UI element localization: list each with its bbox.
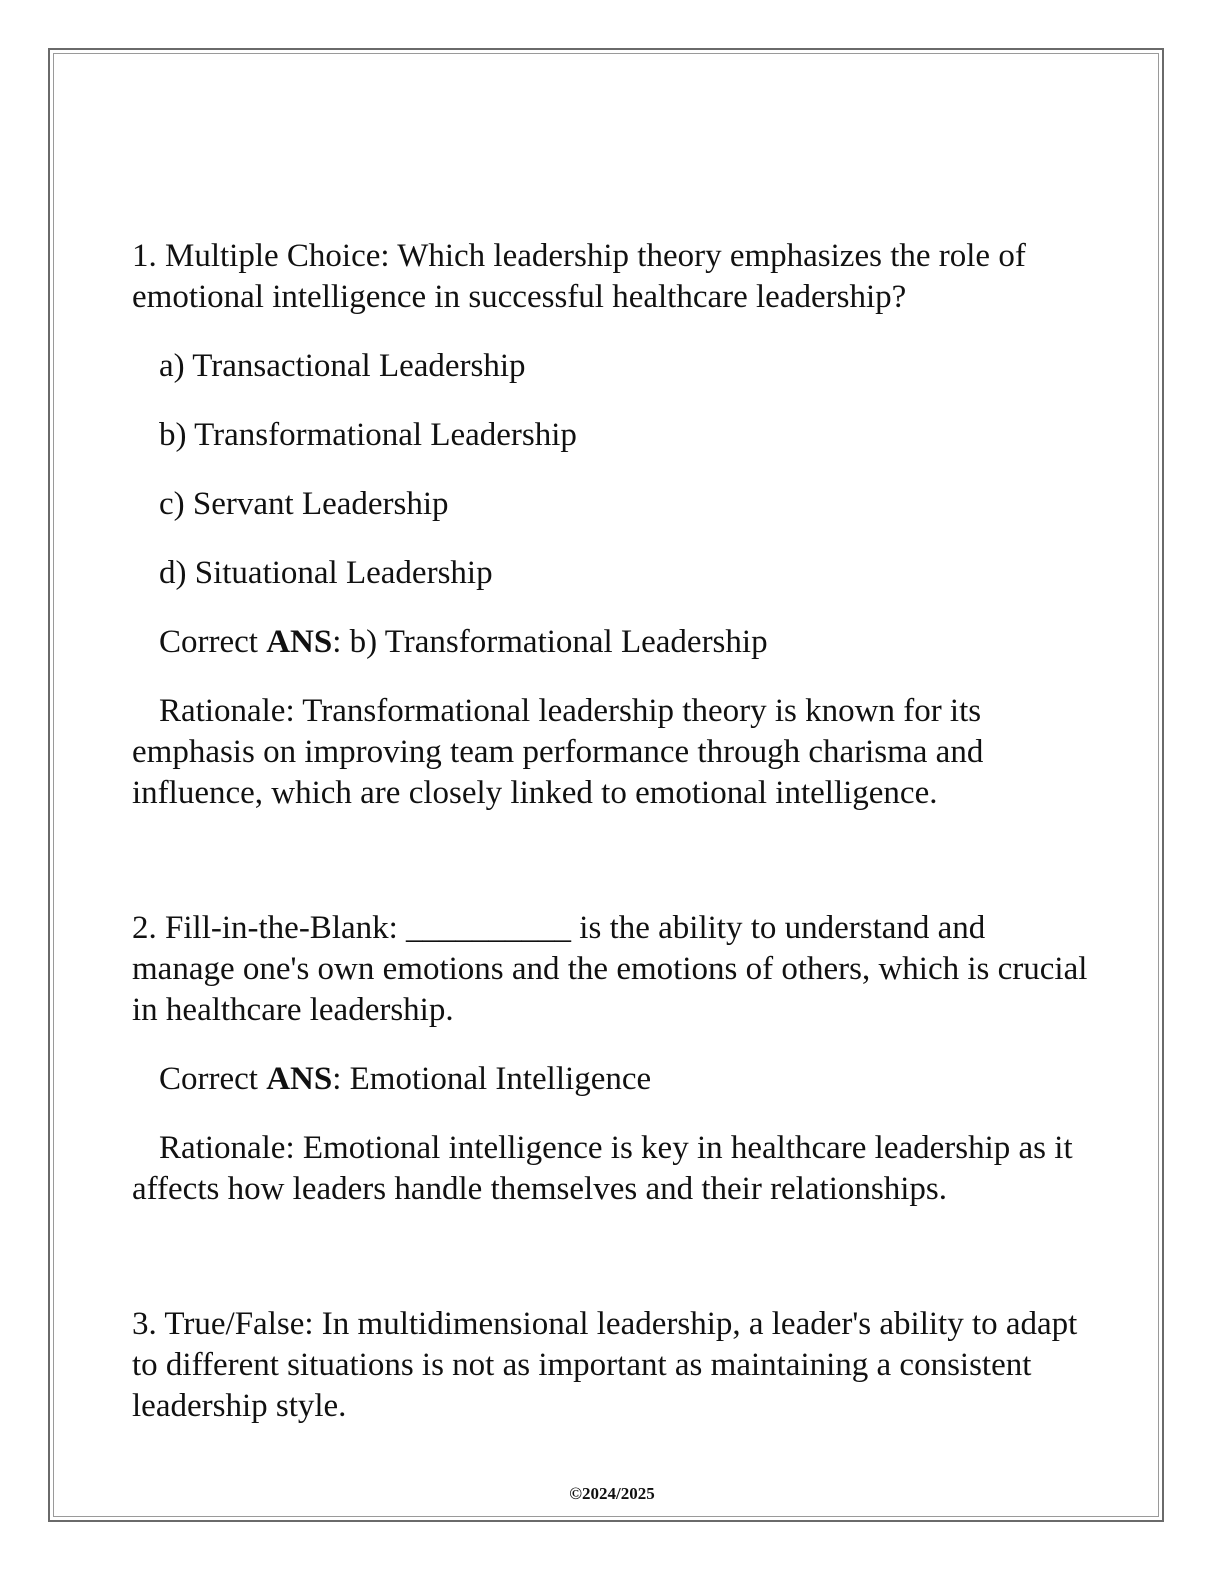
option-b: b) Transformational Leadership (159, 417, 577, 453)
option-d: d) Situational Leadership (159, 555, 493, 591)
option-c: c) Servant Leadership (159, 486, 449, 522)
question-2 (132, 908, 1092, 1210)
option-a: a) Transactional Leadership (159, 348, 526, 384)
answer-prefix: Correct (159, 1061, 267, 1097)
question-content (132, 236, 1092, 1427)
answer-label: ANS (266, 1061, 333, 1097)
correct-answer (132, 1059, 1092, 1100)
answer-value: : b) Transformational Leadership (332, 624, 768, 660)
question-stem: 3. True/False: In multidimensional leadership, a leader's ability to adapt to different situations is not as important as maintaining a consistent leadership style. (132, 1306, 1078, 1424)
question-stem: 2. Fill-in-the-Blank: __________ is the ability to understand and manage one's own emotions and the emotions of others, which is crucial in healthcare leadership. (132, 910, 1088, 1028)
question-3 (132, 1304, 1092, 1427)
question-1 (132, 236, 1092, 814)
answer-value: : Emotional Intelligence (332, 1061, 652, 1097)
answer-label: ANS (266, 624, 333, 660)
correct-answer (132, 622, 1092, 663)
question-stem: 1. Multiple Choice: Which leadership theory emphasizes the role of emotional intelligence in successful healthcare leadership? (132, 238, 1026, 315)
rationale: Rationale: Transformational leadership theory is known for its emphasis on improving team performance through charisma and influence, which are closely linked to emotional intelligence. (132, 693, 984, 811)
copyright-footer: ©2024/2025 (569, 1484, 655, 1503)
rationale: Rationale: Emotional intelligence is key in healthcare leadership as it affects how leaders handle themselves and their relationships. (132, 1130, 1073, 1207)
answer-prefix: Correct (159, 624, 267, 660)
